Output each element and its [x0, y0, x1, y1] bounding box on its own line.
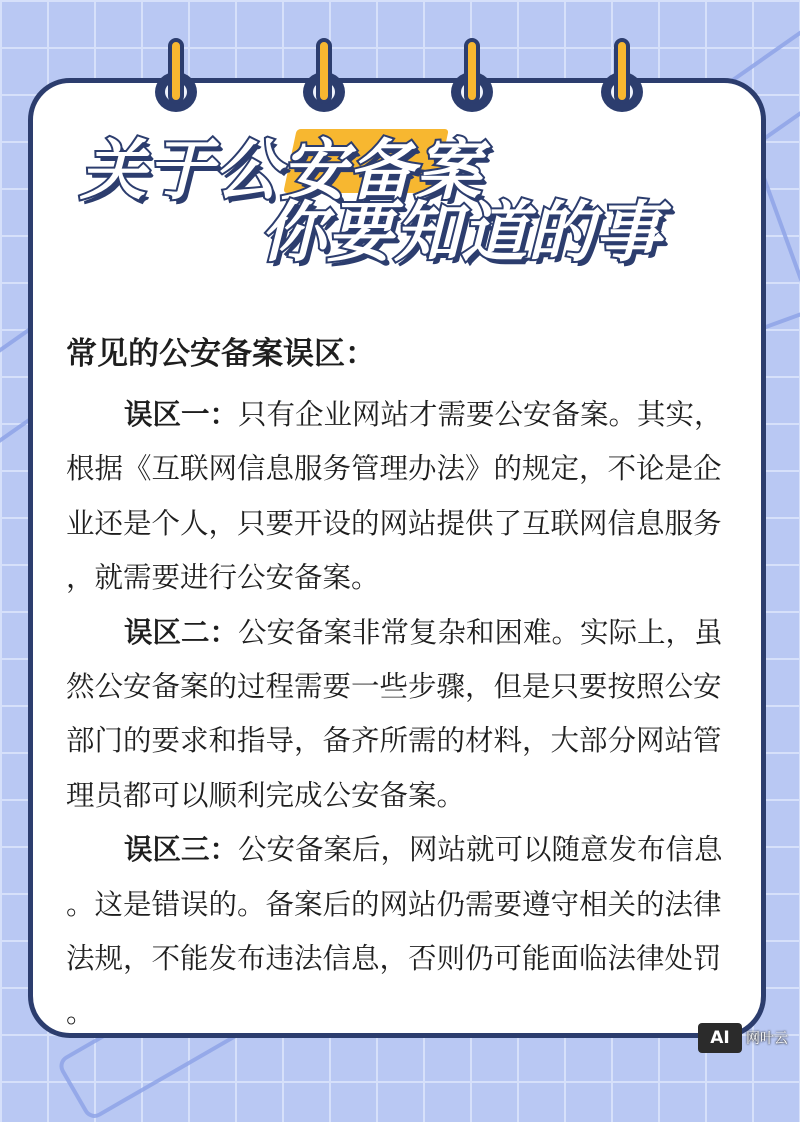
myth-2	[66, 606, 741, 824]
myth-label: 误区一：	[124, 398, 239, 431]
binder-ring-icon	[303, 38, 345, 112]
myth-text: 公安备案后，网站就可以随意发布信息	[238, 833, 723, 867]
myth-line	[66, 823, 741, 877]
binder-ring-icon	[155, 38, 197, 112]
myth-label: 误区二：	[124, 615, 239, 649]
myths-body	[66, 388, 741, 1041]
myth-line: 理员都可以顺利完成公安备案。	[66, 778, 466, 812]
myth-line: 。这是错误的。备案后的网站仍需要遵守相关的法律	[66, 887, 722, 921]
binder-ring-icon	[451, 38, 493, 112]
myth-line: 然公安备案的过程需要一些步骤，但是只要按照公安	[66, 669, 722, 703]
myth-text: 只有企业网站才需要公安备案。其实，	[238, 398, 723, 431]
myth-line: 部门的要求和指导，备齐所需的材料，大部分网站管	[66, 724, 722, 758]
title-line-2: 你要知道的事	[260, 194, 662, 271]
myth-line: 根据《互联网信息服务管理办法》的规定，不论是企	[66, 452, 722, 486]
myth-1	[66, 388, 741, 606]
watermark-logo-icon: AI	[698, 1023, 742, 1053]
myth-line: 法规，不能发布违法信息，否则仍可能面临法律处罚	[66, 941, 722, 975]
myth-label: 误区三：	[124, 833, 239, 867]
myth-text: 公安备案非常复杂和困难。实际上，虽	[238, 615, 723, 649]
binder-ring-icon	[601, 38, 643, 112]
title-line-1: 关于公安备案	[80, 132, 482, 209]
myth-line	[66, 388, 741, 442]
watermark-text: 网叶云	[746, 1031, 788, 1047]
watermark	[698, 1023, 788, 1053]
section-heading: 常见的公安备案误区：	[66, 336, 376, 372]
myth-line: 。	[66, 996, 95, 1030]
myth-line	[66, 606, 741, 660]
myth-3	[66, 823, 741, 1041]
myth-line: ，就需要进行公安备案。	[66, 561, 380, 595]
myth-line: 业还是个人，只要开设的网站提供了互联网信息服务	[66, 506, 722, 540]
